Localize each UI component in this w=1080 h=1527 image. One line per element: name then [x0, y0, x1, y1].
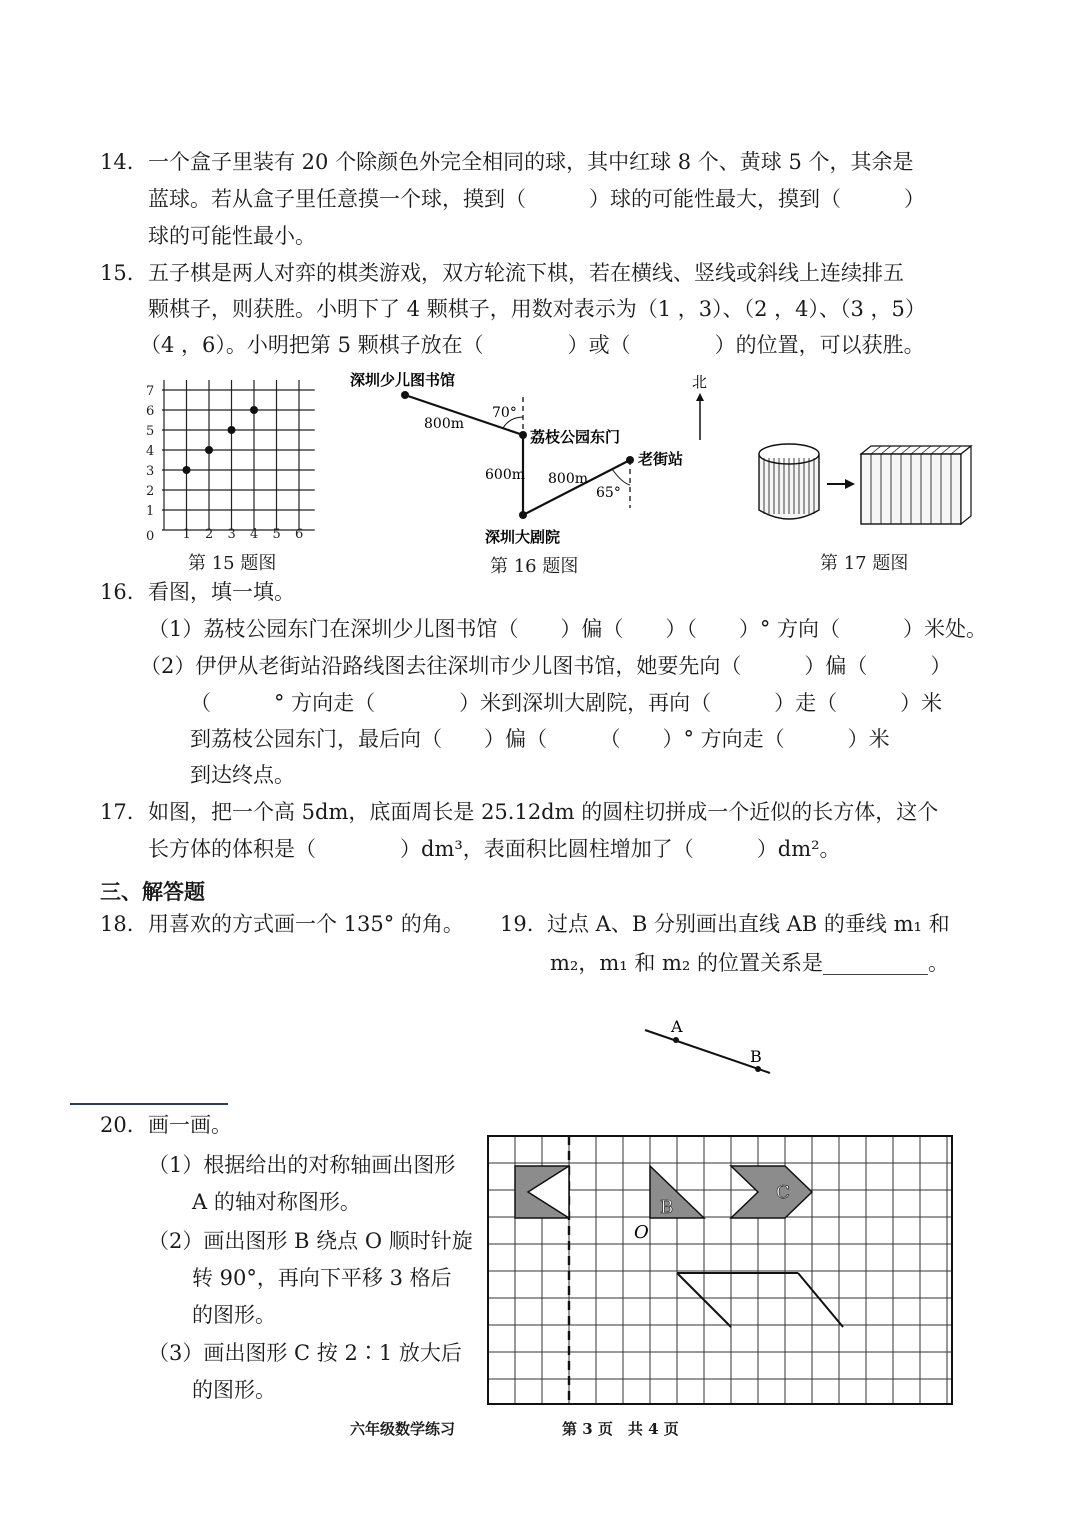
q19-line2: m₂，m₁ 和 m₂ 的位置关系是__________。 [550, 951, 950, 975]
q20-part3-line2: 的图形。 [192, 1378, 276, 1402]
label-d2: 600m [485, 467, 525, 483]
fig15-y-tick: 1 [146, 504, 155, 519]
shape-c [731, 1166, 812, 1218]
dot-theatre [519, 511, 527, 519]
fig15-x-tick: 4 [250, 527, 259, 542]
angle-arc-65 [612, 469, 630, 485]
fig15-point [183, 466, 191, 474]
q16-part2-line2: （ ° 方向走（ ）米到深圳大剧院，再向（ ）走（ ）米 [190, 691, 943, 715]
label-a2: 65° [596, 485, 621, 501]
q14-line3: 球的可能性最小。 [148, 224, 316, 248]
transform-arrow-head [845, 479, 855, 489]
q20-number: 20. [100, 1113, 134, 1137]
label-point-o: O [634, 1222, 649, 1243]
q19-line1: 过点 A、B 分别画出直线 AB 的垂线 m₁ 和 [547, 912, 950, 936]
fig15-y-tick: 3 [146, 464, 155, 479]
q17-line1: 如图，把一个高 5dm，底面周长是 25.12dm 的圆柱切拼成一个近似的长方体，这个 [148, 800, 939, 824]
fig15-caption: 第 15 题图 [188, 553, 277, 574]
label-theatre: 深圳大剧院 [485, 528, 561, 546]
q14-number: 14. [100, 150, 134, 174]
q15-line2: 颗棋子，则获胜。小明下了 4 颗棋子，用数对表示为（1 ，3）、（2 ，4）、（3 ，5） [148, 297, 926, 321]
point-b [755, 1066, 761, 1072]
label-north: 北 [692, 373, 708, 391]
q16-number: 16. [100, 580, 134, 604]
fig15-x-tick: 3 [227, 527, 236, 542]
fig15-origin: 0 [146, 529, 155, 544]
fig15-point [250, 406, 258, 414]
fig16-route-map [340, 365, 720, 550]
q15-line1: 五子棋是两人对弈的棋类游戏，双方轮流下棋，若在横线、竖线或斜线上连续排五 [148, 261, 904, 285]
q16-part1: （1）荔枝公园东门在深圳少儿图书馆（ ）偏（ ）（ ）° 方向（ ）米处。 [148, 617, 988, 641]
fig15-y-tick: 4 [146, 444, 155, 459]
footer-subject: 六年级数学练习 [350, 1420, 456, 1438]
fig15-y-tick: 7 [146, 384, 155, 399]
q16-part2-line3: 到荔枝公园东门，最后向（ ）偏（ （ ）° 方向走（ ）米 [190, 727, 890, 751]
q14-line2: 蓝球。若从盒子里任意摸一个球，摸到（ ）球的可能性最大，摸到（ ） [148, 187, 925, 211]
label-d3: 800m [548, 471, 588, 487]
q17-number: 17. [100, 800, 134, 824]
q16-part2-line4: 到达终点。 [190, 763, 295, 787]
fig15-x-tick: 6 [295, 527, 304, 542]
q20-part3-line1: （3）画出图形 C 按 2∶1 放大后 [148, 1341, 462, 1365]
section-3-heading: 三、解答题 [100, 879, 205, 904]
q20-part2-line3: 的图形。 [192, 1303, 276, 1327]
point-a [673, 1037, 679, 1043]
label-b: B [750, 1047, 762, 1066]
fig17-caption: 第 17 题图 [820, 553, 909, 574]
q14-line1: 一个盒子里装有 20 个除颜色外完全相同的球，其中红球 8 个、黄球 5 个，其余是 [148, 150, 914, 174]
label-library: 深圳少儿图书馆 [350, 371, 456, 389]
q20-part2-line1: （2）画出图形 B 绕点 O 顺时针旋 [148, 1229, 473, 1253]
q20-part2-line2: 转 90°，再向下平移 3 格后 [192, 1266, 452, 1290]
label-d1: 800m [424, 416, 464, 432]
q20-title: 画一画。 [148, 1113, 232, 1137]
label-a1: 70° [492, 405, 517, 421]
dot-street [626, 456, 634, 464]
q17-line2: 长方体的体积是（ ）dm³，表面积比圆柱增加了（ ）dm²。 [148, 837, 841, 861]
cuboid-side [961, 446, 971, 524]
fig15-x-tick: 2 [205, 527, 214, 542]
label-shape-c: C [776, 1182, 790, 1203]
fig15-x-tick: 5 [272, 527, 281, 542]
label-shape-b: B [660, 1197, 674, 1218]
q20-part1-line1: （1）根据给出的对称轴画出图形 [148, 1153, 456, 1177]
q15-number: 15. [100, 261, 134, 285]
q20-grid-figure [488, 1136, 952, 1406]
divider-line [70, 1103, 228, 1105]
footer-page: 第 3 页 共 4 页 [562, 1420, 679, 1438]
dot-park [519, 431, 527, 439]
label-street: 老街站 [638, 450, 684, 468]
q18-text: 用喜欢的方式画一个 135° 的角。 [148, 912, 464, 936]
q16-part2-line1: （2）伊伊从老街站沿路线图去往深圳市少儿图书馆，她要先向（ ）偏（ ） [140, 654, 952, 678]
q16-title: 看图，填一填。 [148, 580, 295, 604]
fig15-y-tick: 2 [146, 484, 155, 499]
fig15-x-tick: 1 [182, 527, 191, 542]
q18-number: 18. [100, 912, 134, 936]
fig15-point [228, 426, 236, 434]
q15-line3: （4 ，6）。小明把第 5 颗棋子放在（ ）或（ ）的位置，可以获胜。 [140, 333, 925, 357]
fig17-cylinder-figure [755, 440, 985, 530]
fig16-caption: 第 16 题图 [490, 556, 579, 577]
q19-number: 19. [500, 912, 534, 936]
fig15-y-tick: 5 [146, 424, 155, 439]
north-arrow-head [696, 393, 704, 401]
sketch-line-3 [798, 1273, 843, 1327]
fig15-point [205, 446, 213, 454]
label-a: A [671, 1017, 683, 1036]
q20-part1-line2: A 的轴对称图形。 [192, 1190, 361, 1214]
label-park: 荔枝公园东门 [530, 428, 621, 446]
fig15-y-tick: 6 [146, 404, 155, 419]
dot-library [401, 391, 409, 399]
fig15-grid-figure [130, 370, 330, 550]
q19-line-ab [640, 1015, 790, 1085]
